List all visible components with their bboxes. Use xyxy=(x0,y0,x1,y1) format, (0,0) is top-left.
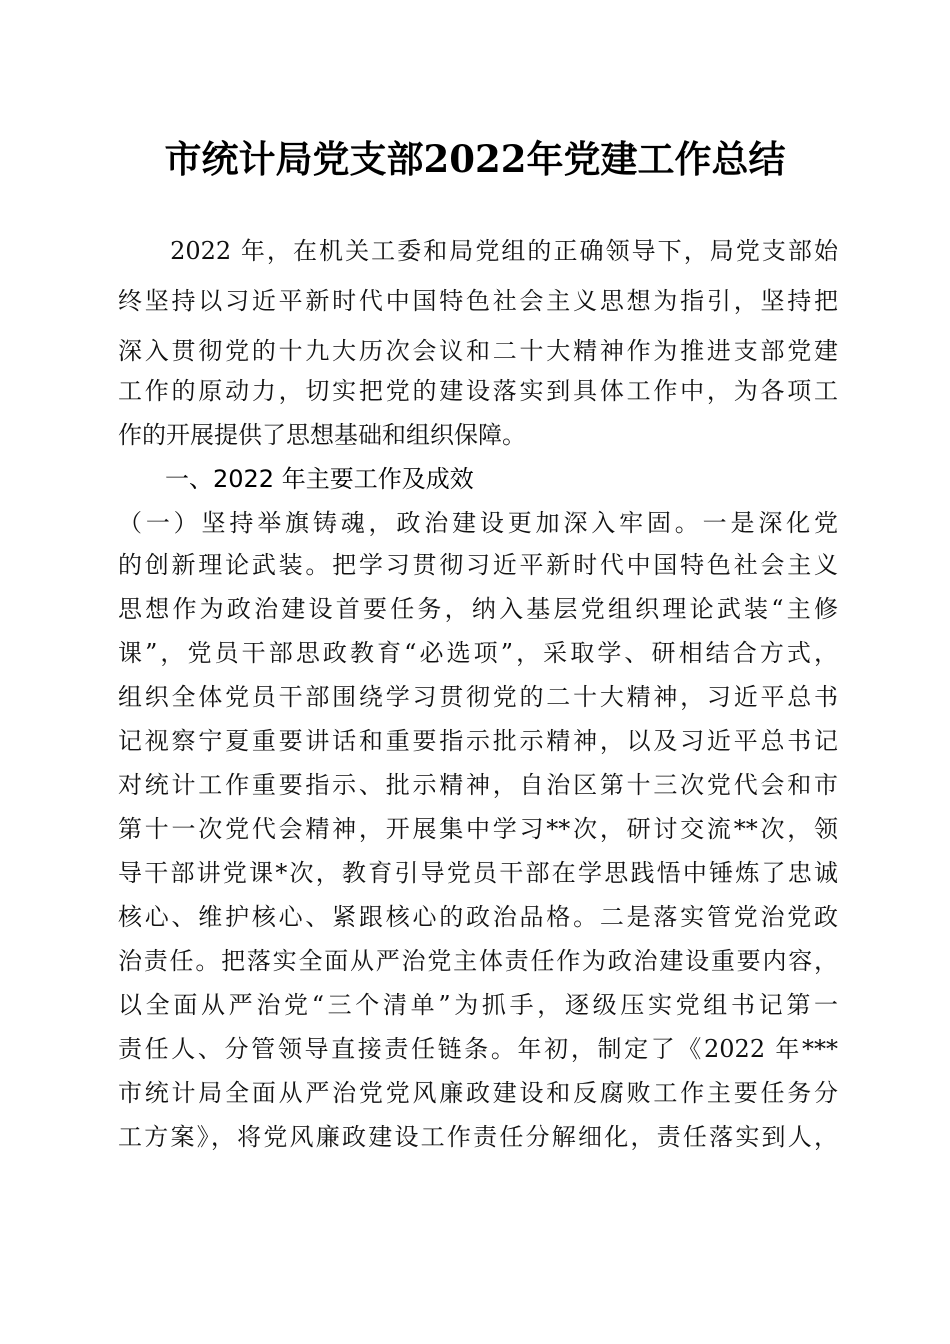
paragraph-line: 2022 年，在机关工委和局党组的正确领导下，局党支部始 xyxy=(118,237,838,265)
paragraph-line: 市统计局全面从严治党党风廉政建设和反腐败工作主要任务分 xyxy=(118,1079,838,1107)
paragraph-line: 的创新理论武装。把学习贯彻习近平新时代中国特色社会主义 xyxy=(118,551,838,579)
paragraph-line: 深入贯彻党的十九大历次会议和二十大精神作为推进支部党建 xyxy=(118,337,838,365)
paragraph-line: 终坚持以习近平新时代中国特色社会主义思想为指引，坚持把 xyxy=(118,287,838,315)
document-title: 市统计局党支部2022年党建工作总结 xyxy=(164,137,786,181)
paragraph-line: 对统计工作重要指示、批示精神，自治区第十三次党代会和市 xyxy=(118,771,838,799)
paragraph-line: 治责任。把落实全面从严治党主体责任作为政治建设重要内容， xyxy=(118,947,838,975)
section-heading: 一、2022 年主要工作及成效 xyxy=(165,465,474,493)
paragraph-line: 核心、维护核心、紧跟核心的政治品格。二是落实管党治党政 xyxy=(118,903,838,931)
paragraph-line: 工作的原动力，切实把党的建设落实到具体工作中，为各项工 xyxy=(118,377,838,405)
paragraph-line: 责任人、分管领导直接责任链条。年初，制定了《2022 年*** xyxy=(118,1035,838,1063)
paragraph-line: 工方案》，将党风廉政建设工作责任分解细化，责任落实到人， xyxy=(118,1123,838,1151)
subsection-heading: （一）坚持举旗铸魂，政治建设更加深入牢固。 xyxy=(118,509,703,537)
paragraph-line xyxy=(118,508,838,538)
paragraph-line: 以全面从严治党“三个清单”为抓手，逐级压实党组书记第一 xyxy=(118,991,838,1019)
paragraph-text: 一是深化党 xyxy=(702,509,839,537)
paragraph-line: 第十一次党代会精神，开展集中学习**次，研讨交流**次，领 xyxy=(118,815,838,843)
paragraph-line: 组织全体党员干部围绕学习贯彻党的二十大精神，习近平总书 xyxy=(118,683,838,711)
paragraph-line: 记视察宁夏重要讲话和重要指示批示精神，以及习近平总书记 xyxy=(118,727,838,755)
paragraph-line: 思想作为政治建设首要任务，纳入基层党组织理论武装“主修 xyxy=(118,595,838,623)
paragraph-line: 导干部讲党课*次，教育引导党员干部在学思践悟中锤炼了忠诚 xyxy=(118,859,838,887)
paragraph-line: 作的开展提供了思想基础和组织保障。 xyxy=(118,421,526,449)
paragraph-line: 课”，党员干部思政教育“必选项”，采取学、研相结合方式， xyxy=(118,639,838,667)
